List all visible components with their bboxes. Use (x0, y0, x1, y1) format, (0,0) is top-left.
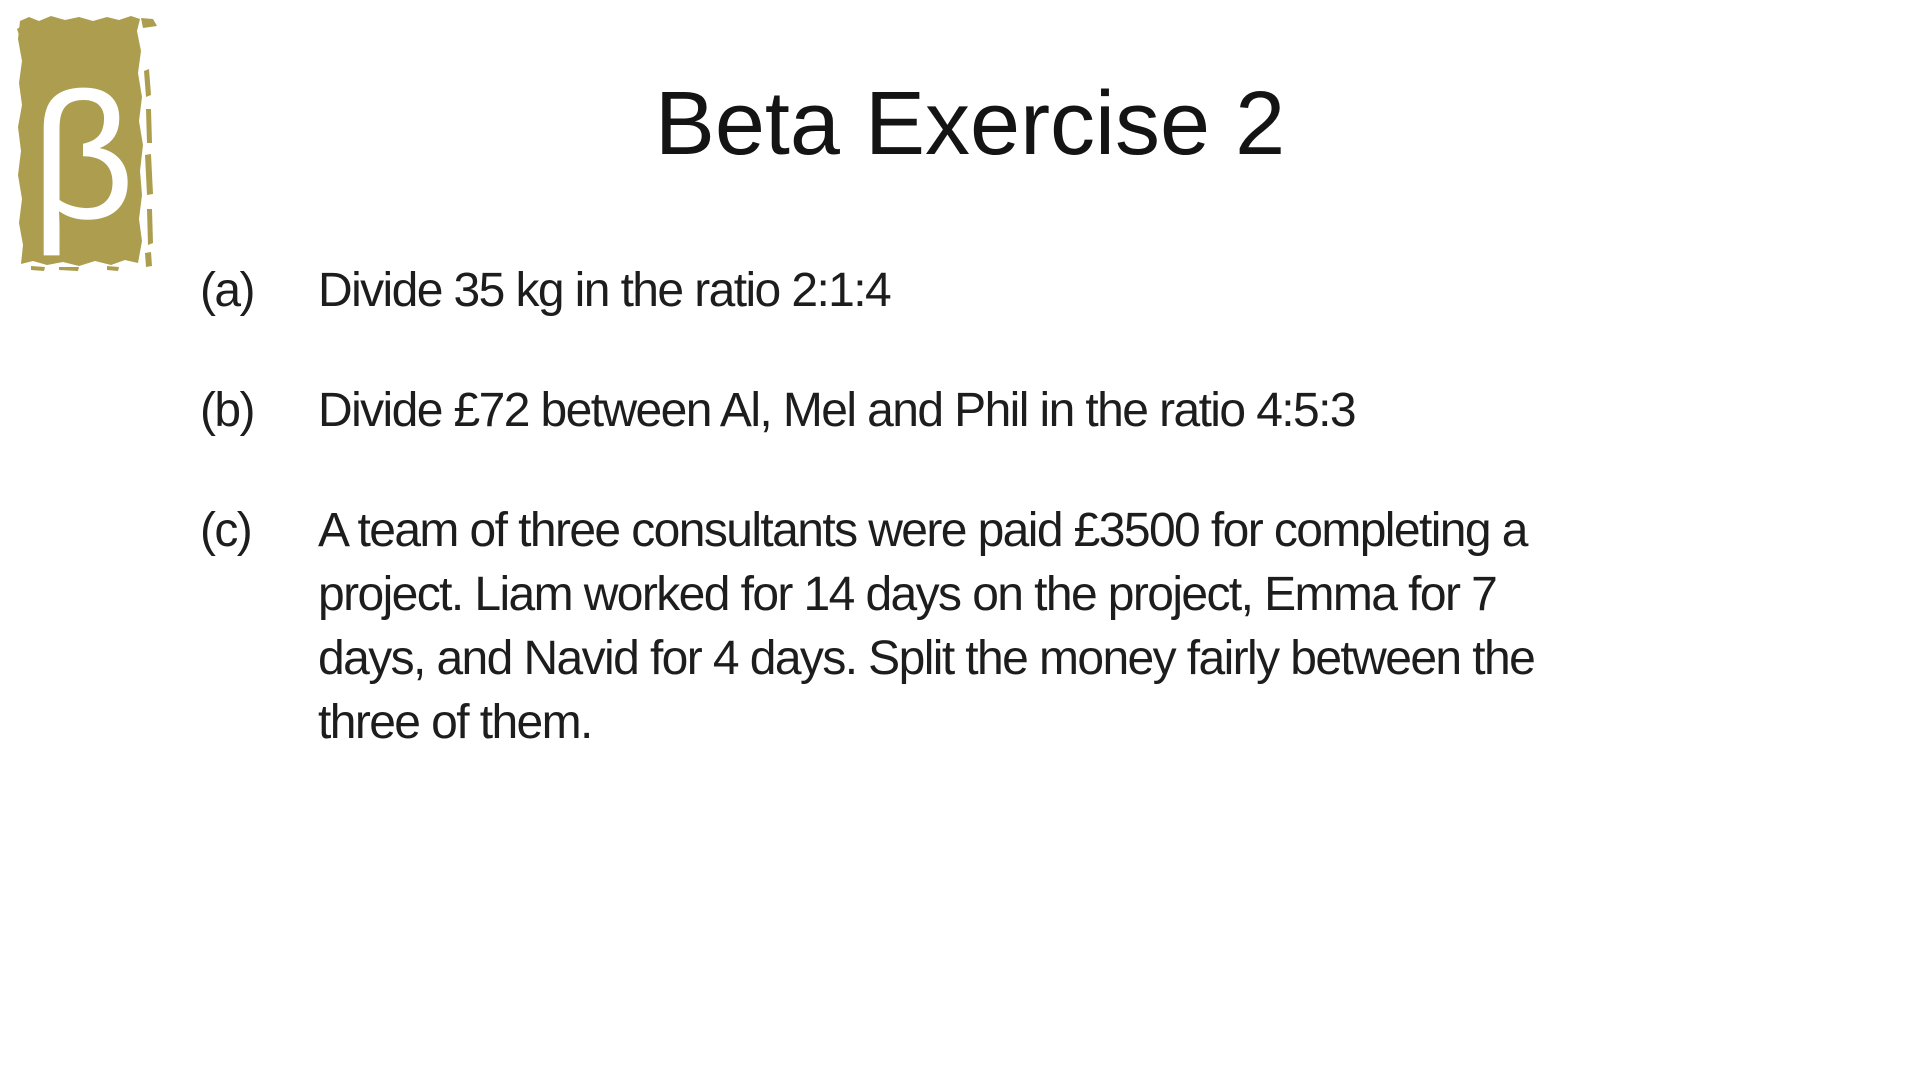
logo-streak (145, 252, 152, 267)
logo-streak (147, 209, 153, 245)
question-b (200, 379, 1840, 443)
question-line: Divide £72 between Al, Mel and Phil in the ratio 4:5:3 (318, 384, 1355, 437)
question-c (200, 499, 1840, 755)
question-line: days, and Navid for 4 days. Split the money fairly between the (318, 632, 1535, 685)
question-line: Divide 35 kg in the ratio 2:1:4 (318, 264, 891, 317)
question-line: project. Liam worked for 14 days on the project, Emma for 7 (318, 568, 1497, 621)
question-c-label: (c) (200, 504, 252, 557)
logo-speckle (107, 266, 119, 271)
question-a (200, 259, 1840, 323)
logo-speckle (31, 266, 45, 271)
question-b-label: (b) (200, 384, 254, 437)
question-a-label: (a) (200, 264, 254, 317)
beta-symbol: β (31, 56, 135, 257)
question-a-text (318, 259, 1840, 323)
logo-speckle (59, 267, 79, 271)
question-b-text (318, 379, 1840, 443)
question-line: three of them. (318, 696, 592, 749)
page-title: Beta Exercise 2 (654, 74, 1286, 174)
logo-speckle (141, 18, 157, 28)
question-c-text (318, 499, 1840, 755)
question-list (200, 259, 1840, 811)
question-line: A team of three consultants were paid £3500 for completing a (318, 504, 1527, 557)
